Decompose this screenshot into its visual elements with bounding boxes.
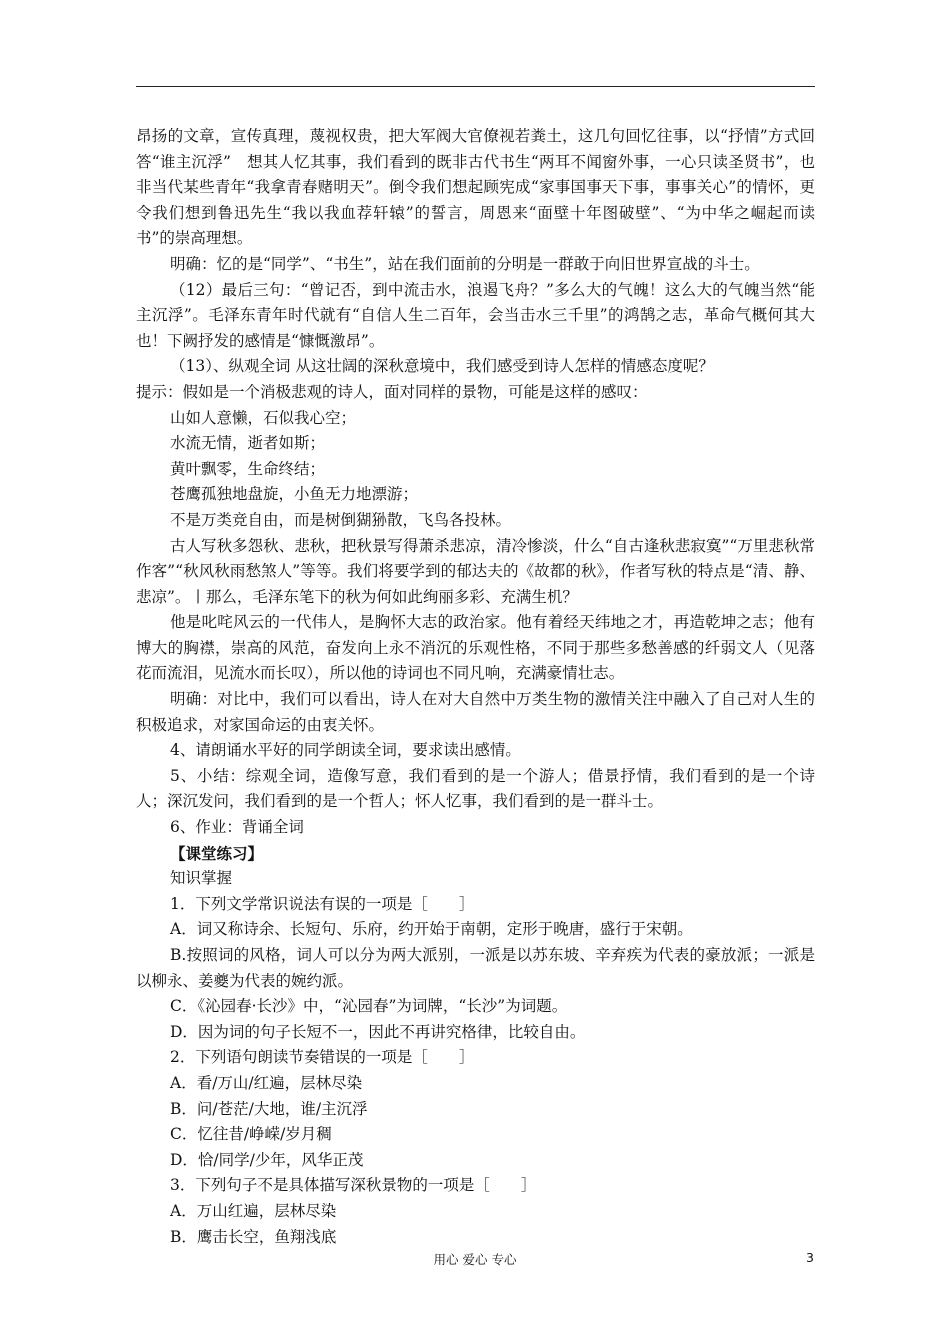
paragraph: 黄叶飘零，生命终结； bbox=[170, 459, 326, 478]
paragraph: D．因为词的句子长短不一，因此不再讲究格律，比较自由。 bbox=[170, 1022, 586, 1041]
paragraph: （12）最后三句：“曾记否，到中流击水，浪遏飞舟？”多么大的气魄！这么大的气魄当然“能主沉浮”。毛泽东青年时代就有“自信人生二百年，会当击水三千里”的鸿鹄之志，革命气概何其大也！下阙抒发的感情是“慷慨激昂”。 bbox=[136, 280, 815, 350]
paragraph: 6、作业：背诵全词 bbox=[170, 818, 304, 837]
paragraph: 水流无情，逝者如斯； bbox=[170, 434, 326, 453]
section-heading: 【课堂练习】 bbox=[170, 843, 264, 863]
paragraph: 知识掌握 bbox=[170, 869, 233, 888]
paragraph: A．万山红遍，层林尽染 bbox=[170, 1201, 337, 1220]
paragraph: 不是万类竞自由，而是树倒猢狲散，飞鸟各投林。 bbox=[170, 510, 512, 529]
paragraph: D．恰/同学/少年，风华正茂 bbox=[170, 1150, 364, 1169]
paragraph: 3．下列句子不是具体描写深秋景物的一项是［ ］ bbox=[170, 1176, 537, 1195]
paragraph: 4、请朗诵水平好的同学朗读全词，要求读出感情。 bbox=[170, 741, 521, 760]
paragraph: 山如人意懒，石似我心空； bbox=[170, 408, 357, 427]
page-number: 3 bbox=[806, 1250, 814, 1265]
paragraph: B．鹰击长空，鱼翔浅底 bbox=[170, 1227, 337, 1246]
paragraph: 1．下列文学常识说法有误的一项是［ ］ bbox=[170, 894, 475, 913]
paragraph: 2．下列语句朗读节奏错误的一项是［ ］ bbox=[170, 1048, 475, 1067]
header-rule bbox=[136, 86, 815, 87]
paragraph: 明确：忆的是“同学”、“书生”，站在我们面前的分明是一群敢于向旧世界宣战的斗士。 bbox=[170, 254, 760, 273]
paragraph: 苍鹰孤独地盘旋，小鱼无力地漂游； bbox=[170, 485, 419, 504]
paragraph: 提示：假如是一个消极悲观的诗人，面对同样的景物，可能是这样的感叹： bbox=[136, 382, 648, 401]
footer-motto: 用心 爱心 专心 bbox=[433, 1252, 517, 1267]
paragraph: 他是叱咤风云的一代伟人，是胸怀大志的政治家。他有着经天纬地之才，再造乾坤之志；他有博大的胸襟，崇高的风范，奋发向上永不消沉的乐观性格，不同于那些多愁善感的纤弱文人（见落花而流泪，见流水而长叹），所以他的诗词也不同凡响，充满豪情壮志。 bbox=[136, 613, 815, 683]
paragraph: A．词又称诗余、长短句、乐府，约开始于南朝，定形于晚唐，盛行于宋朝。 bbox=[170, 920, 693, 939]
paragraph: C．忆往昔/峥嵘/岁月稠 bbox=[170, 1125, 332, 1144]
paragraph: 昂扬的文章，宣传真理，蔑视权贵，把大军阀大官僚视若粪土，这几句回忆往事，以“抒情”方式回答“谁主沉浮” 想其人忆其事，我们看到的既非古代书生“两耳不闻窗外事，一心只读圣贤书”，也非当代某些青年“我拿青春赌明天”。倒令我们想起顾宪成“家事国事天下事，事事关心”的情怀，更令我们想到鲁迅先生“我以我血荐轩辕”的誓言，周恩来“面壁十年图破壁”、“为中华之崛起而读书”的崇高理想。 bbox=[136, 127, 815, 248]
paragraph: B.按照词的风格，词人可以分为两大派别，一派是以苏东坡、辛弃疾为代表的豪放派；一派是以柳永、姜夔为代表的婉约派。 bbox=[136, 946, 815, 990]
paragraph: A．看/万山/红遍，层林尽染 bbox=[170, 1073, 363, 1092]
paragraph: （13）、纵观全词 从这壮阔的深秋意境中，我们感受到诗人怎样的情感态度呢？ bbox=[170, 357, 714, 376]
paragraph: 5、小结：综观全词，造像写意，我们看到的是一个游人；借景抒情，我们看到的是一个诗人；深沉发问，我们看到的是一个哲人；怀人忆事，我们看到的是一群斗士。 bbox=[136, 766, 815, 811]
paragraph: C．《沁园春·长沙》中，“沁园春”为词牌，“长沙”为词题。 bbox=[170, 997, 568, 1016]
paragraph: 古人写秋多怨秋、悲秋，把秋景写得萧杀悲凉，清冷惨淡，什么“自古逢秋悲寂寞”“万里悲秋常作客”“秋风秋雨愁煞人”等等。我们将要学到的郁达夫的《故都的秋》，作者写秋的特点是“清、静、悲凉”。丨那么，毛泽东笔下的秋为何如此绚丽多彩、充满生机？ bbox=[136, 536, 815, 606]
paragraph: B．问/苍茫/大地，谁/主沉浮 bbox=[170, 1099, 368, 1118]
document-body bbox=[136, 124, 815, 1250]
paragraph: 明确：对比中，我们可以看出，诗人在对大自然中万类生物的激情关注中融入了自己对人生的积极追求，对家国命运的由衷关怀。 bbox=[136, 690, 815, 734]
